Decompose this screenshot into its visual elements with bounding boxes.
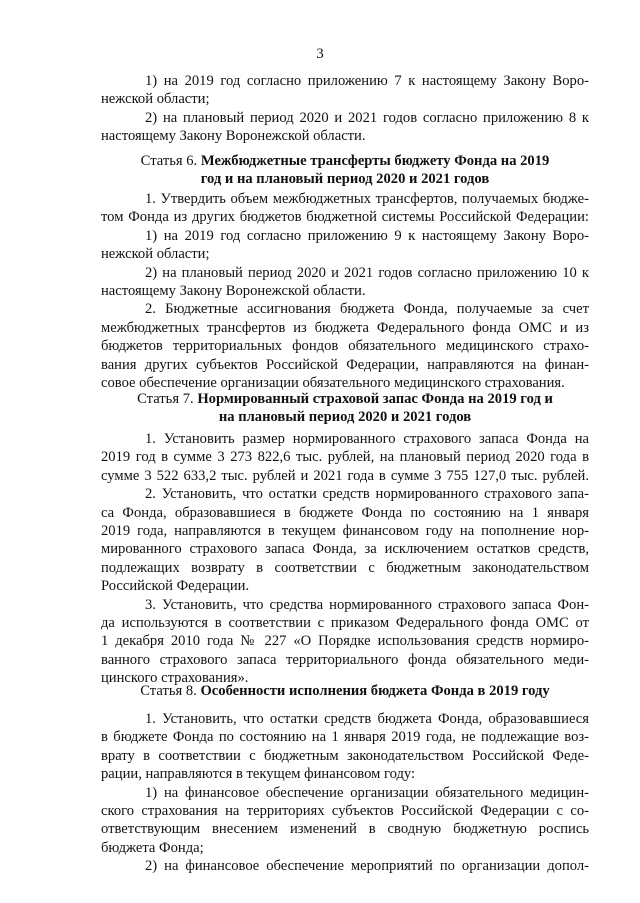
article-title: Межбюджетные трансферты бюджету Фонда на 2019 (200, 153, 550, 169)
text-line: цинского страхования». (101, 670, 249, 687)
article-heading-line (101, 152, 589, 170)
text-line: 1. Утвердить объем межбюджетных трансфертов, получаемых бюдже- (145, 191, 589, 207)
text-line: 2. Установить, что остатки средств нормированного страхового запа- (145, 486, 589, 503)
article-6-heading (101, 152, 589, 189)
text-line: са Фонда, образовавшиеся в бюджете Фонда по состоянию на 1 января (101, 504, 589, 521)
text-line: в бюджете Фонда по состоянию на 1 января 2019 года, не подлежащие воз- (101, 729, 589, 746)
text-line: 2. Бюджетные ассигнования бюджета Фонда, получаемые за счет (145, 301, 589, 318)
text-line: врату в соответствии с бюджетным законодательством Российской Феде- (101, 747, 589, 764)
text-line: том Фонда из других бюджетов бюджетной системы Российской Федерации: (101, 209, 589, 226)
text-line: рации, направляются в текущем финансовом году: (101, 766, 416, 783)
text-line: Российской Федерации. (101, 578, 250, 595)
article-number: Статья 6. (140, 153, 198, 169)
text-line: 1) на 2019 год согласно приложению 7 к настоящему Закону Воро- (145, 73, 589, 89)
article-6-body (101, 190, 589, 392)
text-line: ванного страхового запаса территориального фонда обязательного меди- (101, 651, 589, 668)
text-line: мированного страхового запаса Фонда, за исключением остатков средств, (101, 541, 589, 558)
article-heading-line (101, 408, 589, 426)
text-line: нежской области; (101, 246, 210, 263)
text-line: 1 декабря 2010 года № 227 «О Порядке использования средств нормиро- (101, 633, 589, 650)
article-heading-line (101, 170, 589, 188)
article-7-heading (101, 390, 589, 427)
text-line: подлежащих возврату в соответствии с бюджетным законодательством (101, 559, 589, 576)
text-line: 1) на 2019 год согласно приложению 9 к настоящему Закону Воро- (145, 227, 589, 244)
article-heading-line (101, 390, 589, 408)
text-line: бюджетов территориальных фондов обязательного медицинского страхо- (101, 338, 589, 355)
article-title: Нормированный страховой запас Фонда на 2019 год и (197, 391, 553, 407)
article-number: Статья 7. (137, 391, 194, 407)
article-title-cont: год и на плановый период 2020 и 2021 годов (200, 171, 490, 188)
article-heading-line (101, 682, 589, 700)
text-line: настоящему Закону Воронежской области. (101, 282, 366, 299)
text-line: вания других субъектов Российской Федерации, направляются на финан- (101, 356, 589, 373)
article-7-body (101, 430, 589, 687)
text-line: 2019 год в сумме 3 273 822,6 тыс. рублей, на плановый период 2020 года в (101, 449, 589, 466)
text-line: 1. Установить размер нормированного страхового запаса Фонда на (145, 431, 589, 447)
article-title: Особенности исполнения бюджета Фонда в 2019 году (200, 683, 550, 699)
article-title-cont: на плановый период 2020 и 2021 годов (218, 409, 472, 426)
text-line: настоящему Закону Воронежской области. (101, 128, 366, 145)
text-line: сумме 3 522 633,2 тыс. рублей и 2021 года в сумме 3 755 127,0 тыс. рублей. (101, 467, 589, 484)
text-line: нежской области; (101, 91, 210, 108)
text-line: 2) на плановый период 2020 и 2021 годов согласно приложению 10 к (145, 264, 589, 281)
text-line: 2) на финансовое обеспечение мероприятий по организации допол- (145, 858, 589, 875)
text-line: ответствующим внесением изменений в сводную бюджетную роспись (101, 821, 589, 838)
paragraph-block (101, 72, 589, 146)
article-8-heading (101, 682, 589, 700)
page-number: 3 (316, 46, 324, 62)
text-line: 2) на плановый период 2020 и 2021 годов согласно приложению 8 к (145, 109, 589, 126)
article-number: Статья 8. (140, 683, 197, 699)
text-line: бюджета Фонда; (101, 839, 204, 856)
text-line: да используются в соответствии с приказом Федерального фонда ОМС от (101, 614, 589, 631)
text-line: совое обеспечение организации обязательного медицинского страхования. (101, 374, 565, 391)
text-line: 1) на финансовое обеспечение организации обязательного медицин- (145, 784, 589, 801)
text-line: 2019 года, направляются в текущем финансовом году на пополнение нор- (101, 522, 589, 539)
article-8-body (101, 710, 589, 876)
text-line: межбюджетных трансфертов из бюджета Федерального фонда ОМС и из (101, 319, 589, 336)
text-line: 1. Установить, что остатки средств бюджета Фонда, образовавшиеся (145, 711, 589, 727)
text-line: 3. Установить, что средства нормированного страхового запаса Фон- (145, 596, 589, 613)
text-line: ского страхования на территориях субъектов Российской Федерации с со- (101, 802, 589, 819)
